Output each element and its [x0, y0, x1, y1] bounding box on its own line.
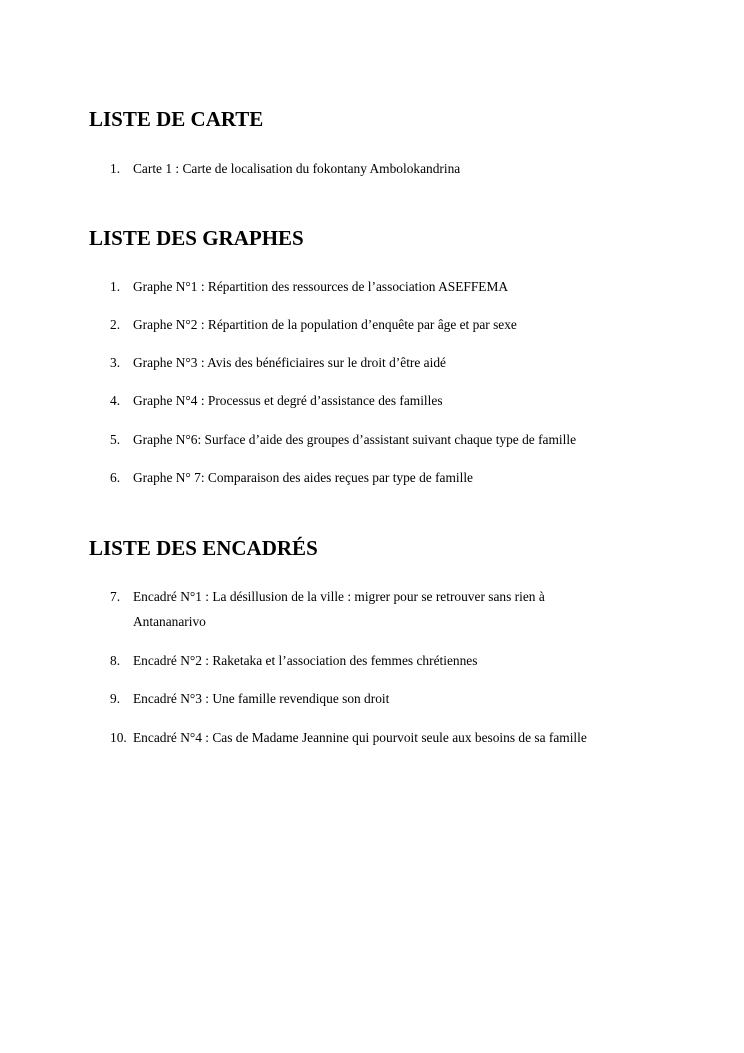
list-item-carte-1	[110, 160, 461, 178]
list-item-encadre-2	[110, 652, 478, 670]
list-item-text: Graphe N°1 : Répartition des ressources de l’association ASEFFEMA	[133, 279, 509, 294]
list-item-number: 2.	[110, 317, 121, 332]
list-item-graphe-6	[110, 469, 474, 487]
list-item-number: 8.	[110, 653, 121, 668]
list-item-text: Carte 1 : Carte de localisation du fokontany Ambolokandrina	[133, 161, 461, 176]
list-item-number: 1.	[110, 279, 121, 294]
list-item-number: 1.	[110, 161, 121, 176]
list-item-graphe-3	[110, 354, 446, 372]
list-item-number: 4.	[110, 393, 121, 408]
list-item-number: 3.	[110, 355, 121, 370]
list-item-number: 6.	[110, 470, 121, 485]
list-item-number: 10.	[110, 730, 127, 745]
list-item-number: 9.	[110, 691, 121, 706]
list-item-graphe-5	[110, 431, 577, 449]
section-title-encadres: LISTE DES ENCADRÉS	[89, 536, 318, 560]
list-item-text: Encadré N°3 : Une famille revendique son droit	[133, 691, 390, 706]
list-item-continuation: Antananarivo	[133, 614, 206, 629]
list-item-encadre-1	[110, 588, 545, 606]
list-item-number: 7.	[110, 589, 121, 604]
list-item-text: Graphe N°4 : Processus et degré d’assistance des familles	[133, 393, 443, 408]
list-item-text: Encadré N°4 : Cas de Madame Jeannine qui pourvoit seule aux besoins de sa famille	[133, 730, 587, 745]
list-item-text: Encadré N°2 : Raketaka et l’association des femmes chrétiennes	[133, 653, 478, 668]
list-item-text: Graphe N°2 : Répartition de la population d’enquête par âge et par sexe	[133, 317, 517, 332]
list-item-text: Graphe N°3 : Avis des bénéficiaires sur le droit d’être aidé	[133, 355, 446, 370]
list-item-text: Graphe N° 7: Comparaison des aides reçues par type de famille	[133, 470, 474, 485]
list-item-text: Graphe N°6: Surface d’aide des groupes d’assistant suivant chaque type de famille	[133, 432, 577, 447]
list-item-graphe-2	[110, 316, 517, 334]
list-item-graphe-4	[110, 392, 443, 410]
list-item-encadre-4	[110, 729, 587, 747]
list-item-number: 5.	[110, 432, 121, 447]
list-item-graphe-1	[110, 278, 509, 296]
section-title-carte: LISTE DE CARTE	[89, 107, 264, 131]
list-item-encadre-3	[110, 690, 390, 708]
list-item-text: Encadré N°1 : La désillusion de la ville : migrer pour se retrouver sans rien à	[133, 589, 545, 604]
section-title-graphes: LISTE DES GRAPHES	[89, 226, 304, 250]
